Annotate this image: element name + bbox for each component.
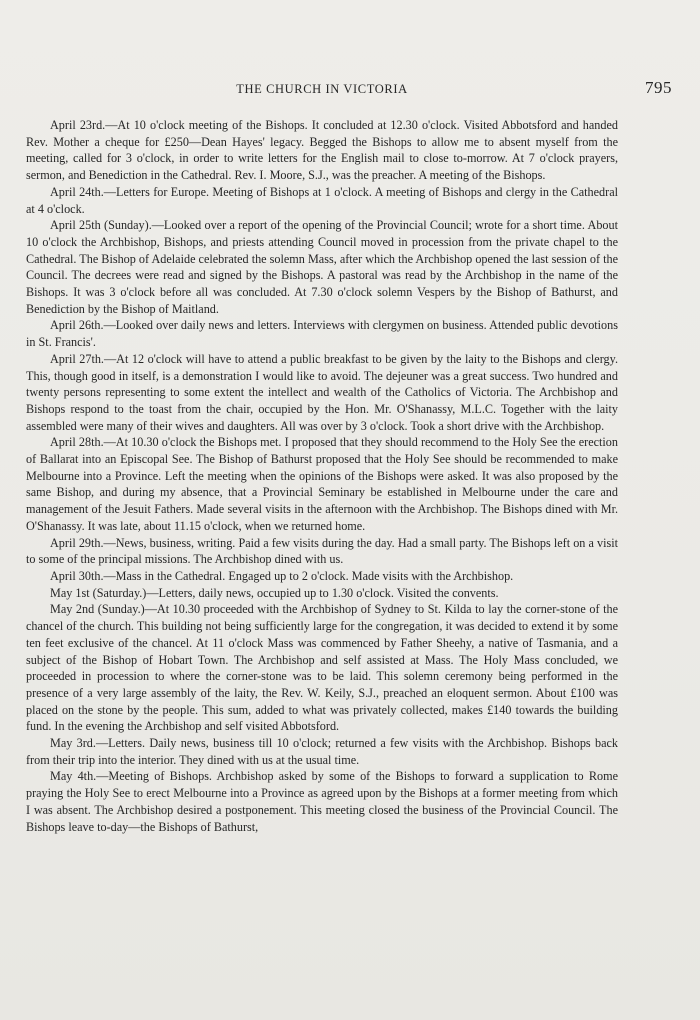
running-head: THE CHURCH IN VICTORIA xyxy=(236,82,408,96)
page-number: 795 xyxy=(645,78,672,97)
page-header xyxy=(26,78,672,100)
paragraph-may-3: May 3rd.—Letters. Daily news, business till 10 o'clock; returned a few visits with the Archbishop. Bishops back from their trip into the interior. They dined with us at the usual time. xyxy=(26,736,618,767)
paragraph-april-29: April 29th.—News, business, writing. Paid a few visits during the day. Had a small party. The Bishops left on a visit to some of the principal missions. The Archbishop dined with us. xyxy=(26,535,618,567)
paragraph-april-28: April 28th.—At 10.30 o'clock the Bishops met. I proposed that they should recommend to the Holy See the erection of Ballarat into an Episcopal See. The Bishop of Bathurst proposed that the Holy See should be recommended to make Melbourne into a Province. Left the meeting when the opinions of the Bishops were asked. It was also proposed by the same Bishop, and during my absence, that a Provincial Seminary be established in Melbourne under the care and management of the Jesuit Fathers. Made several visits in the afternoon with the Archbishop. The Bishops dined with Mr. O'Shanassy. It was late, about 11.15 o'clock, when we returned home. xyxy=(26,435,618,533)
paragraph-april-24: April 24th.—Letters for Europe. Meeting of Bishops at 1 o'clock. A meeting of Bishops and clergy in the Cathedral at 4 o'clock. xyxy=(26,184,618,216)
paragraph-april-26: April 26th.—Looked over daily news and letters. Interviews with clergymen on business. Attended public devotions in St. Francis'. xyxy=(26,318,618,350)
paragraph-april-23: April 23rd.—At 10 o'clock meeting of the Bishops. It concluded at 12.30 o'clock. Visited Abbotsford and handed Rev. Mother a cheque for £250—Dean Hayes' legacy. Begged the Bishops to allow me to absent myself from the meeting, called for 3 o'clock, in order to write letters for the English mail to close to-morrow. At 7 o'clock prayers, sermon, and Benediction in the Cathedral. Rev. I. Moore, S.J., was the preacher. A meeting of the Bishops. xyxy=(26,118,618,183)
paragraph-may-4: May 4th.—Meeting of Bishops. Archbishop asked by some of the Bishops to forward a supplication to Rome praying the Holy See to erect Melbourne into a Province as agreed upon by the Bishops at a former meeting from which I was absent. The Archbishop desired a postponement. This meeting closed the business of the Provincial Council. The Bishops leave to-day—the Bishops of Bathurst, xyxy=(26,769,618,834)
paragraph-april-27: April 27th.—At 12 o'clock will have to attend a public breakfast to be given by the laity to the Bishops and clergy. This, though good in itself, is a demonstration I would like to avoid. The dejeuner was a great success. Two hundred and twenty persons representing to some extent the intellect and wealth of the Catholics of Victoria. The Archbishop and Bishops respond to the toast from the chair, occupied by the Hon. Mr. O'Shanassy, M.L.C. Together with the laity assembled were many of their wives and daughters. All was over by 3 o'clock. Took a short drive with the Archbishop. xyxy=(26,351,618,433)
paragraph-april-30: April 30th.—Mass in the Cathedral. Engaged up to 2 o'clock. Made visits with the Archbishop. xyxy=(50,568,514,583)
paragraph-may-2: May 2nd (Sunday.)—At 10.30 proceeded with the Archbishop of Sydney to St. Kilda to lay the corner-stone of the chancel of the church. This building not being sufficiently large for the congregation, it was decided to extend it by some ten feet exclusive of the chancel. At 11 o'clock Mass was commenced by Father Sheehy, a native of Tasmania, and a subject of the Bishop of Hobart Town. The Archbishop and self assisted at Mass. The Holy Mass concluded, we proceeded in procession to where the corner-stone was to be laid. This solemn ceremony being performed in the presence of a very large assembly of the laity, the Rev. W. Keily, S.J., preached an eloquent sermon. About £100 was placed on the stone by the people. This sum, added to what was privately collected, makes £140 towards the building fund. In the evening the Archbishop and self visited Abbotsford. xyxy=(26,602,618,734)
body-text xyxy=(26,117,618,835)
paragraph-may-1: May 1st (Saturday.)—Letters, daily news, occupied up to 1.30 o'clock. Visited the convents. xyxy=(50,585,499,600)
paragraph-april-25: April 25th (Sunday).—Looked over a report of the opening of the Provincial Council; wrote for a short time. About 10 o'clock the Archbishop, Bishops, and priests attending Council moved in procession from the private chapel to the Cathedral. The Bishop of Adelaide celebrated the solemn Mass, after which the Archbishop opened the last session of the Council. The decrees were read and signed by the Bishops. A pastoral was read by the Archbishop in the name of the Bishops. It was 3 o'clock before all was concluded. At 7.30 o'clock solemn Vespers by the Bishop of Bathurst, and Benediction by the Bishop of Maitland. xyxy=(26,218,618,316)
